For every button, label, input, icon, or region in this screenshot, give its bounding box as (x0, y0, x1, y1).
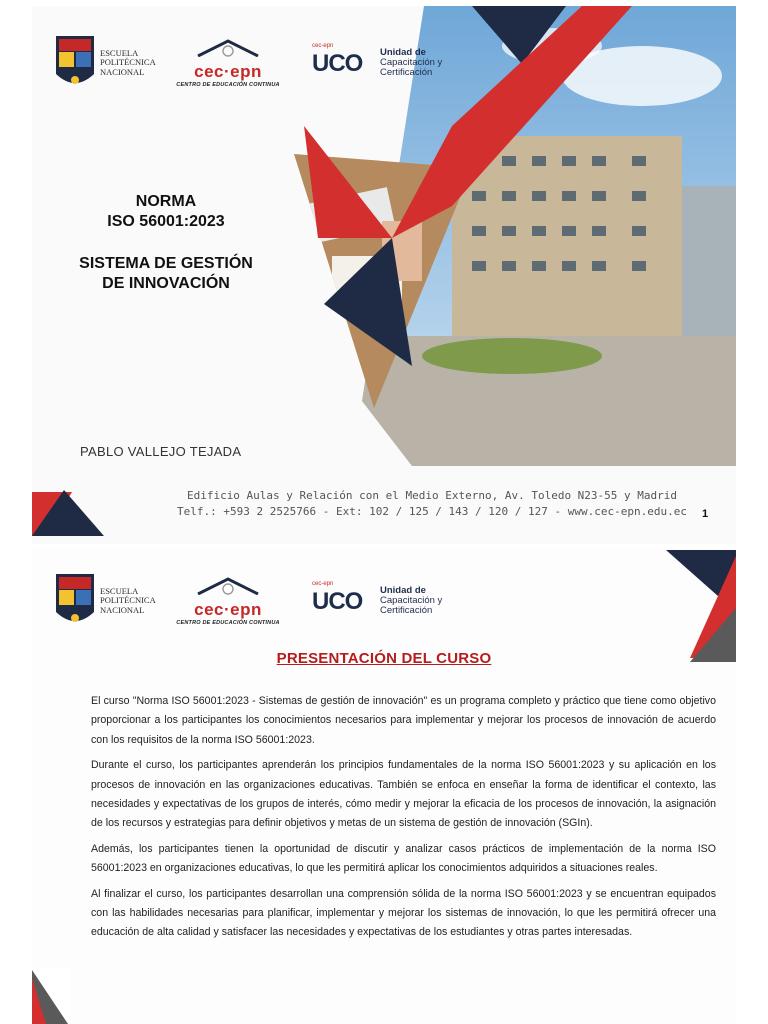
uco-line1: Unidad de (380, 47, 426, 58)
uco-mark: UCO (312, 50, 363, 77)
epn-line2: POLITÉCNICA (100, 595, 156, 606)
uco-line3: Certificación (380, 67, 433, 78)
paragraph-1: El curso "Norma ISO 56001:2023 - Sistemas de gestión de innovación" es un programa completo y práctico que tiene como objetivo proporcionar a los participantes los conocimientos necesarios para implementar y mejorar los procesos de innovación de acuerdo con los requisitos de la norma ISO 56001:2023. (91, 695, 716, 746)
author-name: PABLO VALLEJO TEJADA (80, 444, 242, 459)
uco-line3: Certificación (380, 605, 433, 616)
footer-contact: Telf.: +593 2 2525766 - Ext: 102 / 125 / 143 / 120 / 127 - www.cec-epn.edu.ec (177, 505, 687, 518)
presentation-page (32, 548, 736, 1024)
uco-logo (312, 43, 442, 83)
uco-small-text: cec-epn (312, 43, 334, 49)
cec-roof-icon (193, 577, 263, 595)
uco-line1: Unidad de (380, 585, 426, 596)
paragraph-2: Durante el curso, los participantes aprenderán los principios fundamentales de la norma ISO 56001:2023 y su aplicación en los procesos de innovación en las organizaciones educativas. También se enfoca en enseñar la forma de identificar el contexto, las necesidades y expectativas de los grupos de interés, cómo medir y mejorar la eficacia de los procesos de innovación, la asignación de los recursos y estrategias para definir objetivos y metas de un sistema de gestión de innovación (SGIn). (91, 759, 716, 830)
cec-epn-logo (172, 39, 284, 88)
section-title: PRESENTACIÓN DEL CURSO (276, 650, 492, 667)
cec-epn-logo-2 (172, 577, 284, 626)
uco-line2: Capacitación y (380, 57, 443, 68)
cover-page (32, 6, 736, 544)
epn-logo (54, 34, 172, 92)
title-line1: NORMA (135, 193, 197, 210)
cover-footer (172, 488, 692, 520)
cover-title (56, 192, 276, 294)
cec-name: cec·epn (194, 61, 262, 81)
epn-shield-icon (54, 34, 96, 92)
subtitle-line2: DE INNOVACIÓN (102, 275, 230, 292)
paragraph-4: Al finalizar el curso, los participantes desarrollan una comprensión sólida de la norma ISO 56001:2023 y se encuentran equipados con las habilidades necesarias para planificar, implementar y mejorar los sistemas de innovación, lo que les permitirá ofrecer una educación de alta calidad y satisfacer las necesidades y expectativas de los estudiantes y otras partes interesadas. (91, 887, 716, 939)
uco-mark: UCO (312, 588, 363, 615)
title-line2: ISO 56001:2023 (107, 213, 225, 230)
epn-line1: ESCUELA (100, 47, 139, 58)
epn-line3: NACIONAL (100, 604, 145, 615)
cec-name: cec·epn (194, 599, 262, 619)
epn-logo-2 (54, 572, 172, 630)
epn-line2: POLITÉCNICA (100, 57, 156, 68)
epn-shield-icon (54, 572, 96, 630)
uco-line2: Capacitación y (380, 595, 443, 606)
page-number: 1 (702, 508, 709, 520)
cec-subtitle: CENTRO DE EDUCACIÓN CONTINUA (176, 619, 280, 626)
uco-small-text: cec-epn (312, 581, 334, 587)
cec-roof-icon (193, 39, 263, 57)
cec-subtitle: CENTRO DE EDUCACIÓN CONTINUA (176, 81, 280, 88)
epn-line1: ESCUELA (100, 585, 139, 596)
logo-row (54, 34, 442, 92)
presentation-body (91, 692, 716, 949)
footer-address: Edificio Aulas y Relación con el Medio Externo, Av. Toledo N23-55 y Madrid (186, 489, 678, 502)
paragraph-3: Además, los participantes tienen la oportunidad de discutir y analizar casos prácticos de implementación de la norma ISO 56001:2023 en organizaciones educativas, lo que les permitirá aplicar los conocimientos adquiridos a situaciones reales. (91, 842, 716, 875)
subtitle-line1: SISTEMA DE GESTIÓN (79, 255, 253, 272)
logo-row-2 (54, 572, 442, 630)
epn-line3: NACIONAL (100, 66, 145, 77)
uco-logo-2 (312, 581, 442, 621)
